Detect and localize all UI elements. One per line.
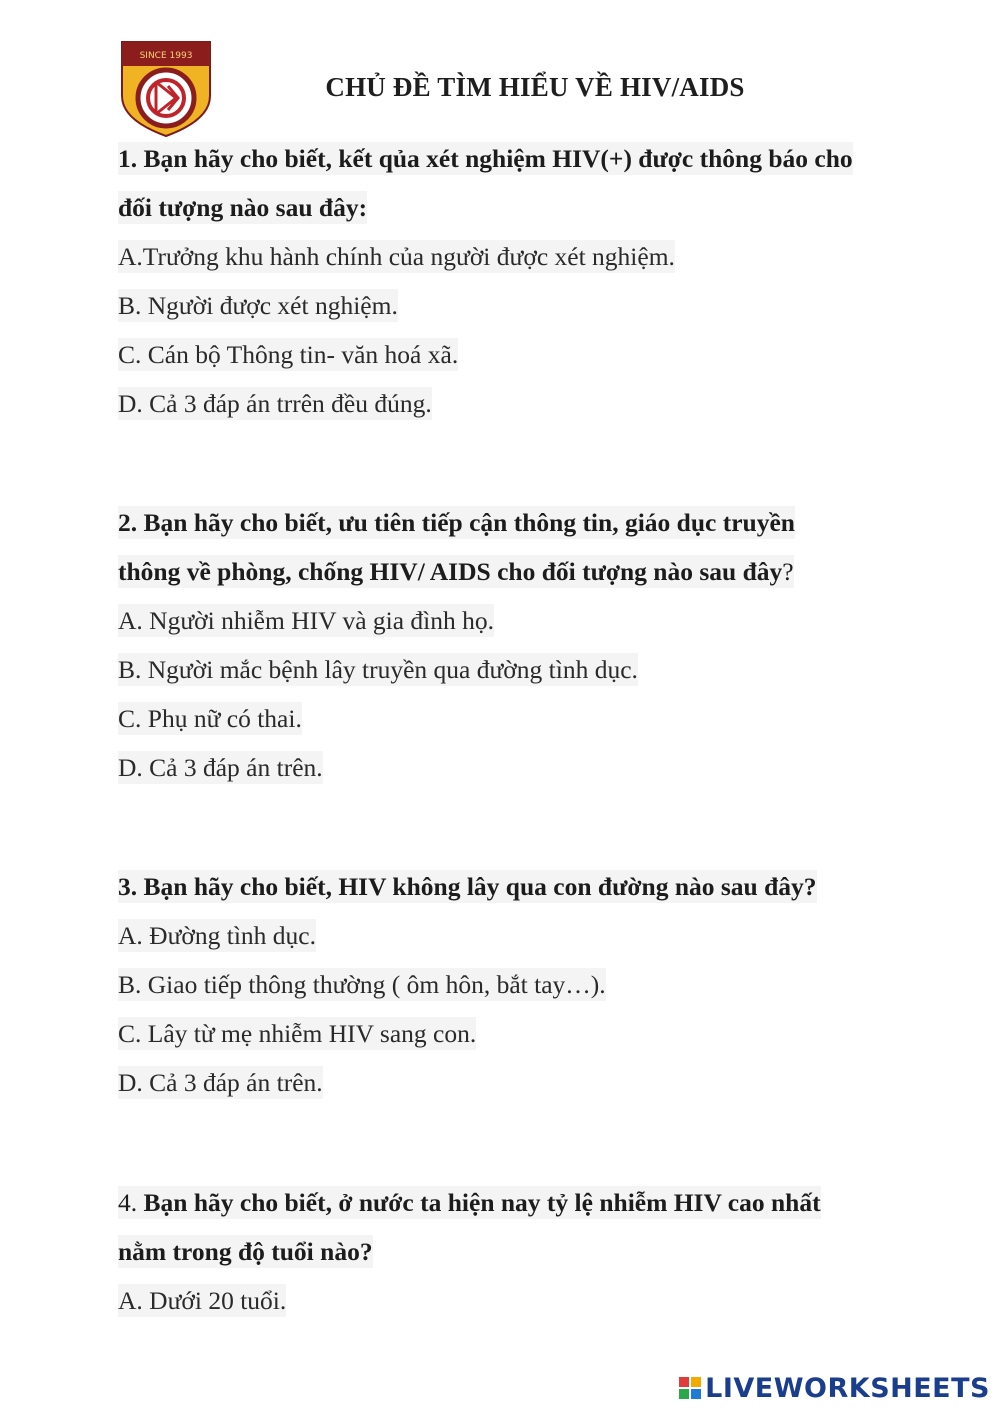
question-1-option-a[interactable]: A.Trưởng khu hành chính của người được xét nghiệm. (118, 242, 675, 271)
question-4-stem-line-2: nằm trong độ tuổi nào? (118, 1237, 373, 1266)
question-2-stem-line-2: thông về phòng, chống HIV/ AIDS cho đối tượng nào sau đây (118, 557, 783, 586)
question-1-stem-line-1: 1. Bạn hãy cho biết, kết qủa xét nghiệm HIV(+) được thông báo cho (118, 144, 853, 173)
question-3-option-c[interactable]: C. Lây từ mẹ nhiễm HIV sang con. (118, 1019, 477, 1048)
question-1-option-c[interactable]: C. Cán bộ Thông tin- văn hoá xã. (118, 340, 459, 369)
liveworksheets-brand: LIVEWORKSHEETS (705, 1372, 990, 1404)
question-2-option-a[interactable]: A. Người nhiễm HIV và gia đình họ. (118, 606, 495, 635)
question-3-option-d[interactable]: D. Cả 3 đáp án trên. (118, 1068, 323, 1097)
question-4-option-a[interactable]: A. Dưới 20 tuổi. (118, 1286, 287, 1315)
question-3-option-a[interactable]: A. Đường tình dục. (118, 921, 316, 950)
question-3-stem-line-1: 3. Bạn hãy cho biết, HIV không lây qua con đường nào sau đây? (118, 872, 817, 901)
liveworksheets-logo-icon (679, 1377, 701, 1399)
question-2-option-d[interactable]: D. Cả 3 đáp án trên. (118, 753, 323, 782)
question-1-option-b[interactable]: B. Người được xét nghiệm. (118, 291, 398, 320)
question-4 (118, 1178, 958, 1325)
question-1-stem-line-2: đối tượng nào sau đây: (118, 193, 368, 222)
logo-text: SINCE 1993 (139, 51, 193, 61)
question-2-option-b[interactable]: B. Người mắc bệnh lây truyền qua đường tình dục. (118, 655, 638, 684)
question-1-option-d[interactable]: D. Cả 3 đáp án trrên đều đúng. (118, 389, 432, 418)
liveworksheets-watermark (679, 1371, 990, 1405)
question-2-stem-tail: ? (782, 557, 794, 586)
page-title: CHỦ ĐỀ TÌM HIỂU VỀ HIV/AIDS (325, 72, 745, 102)
question-4-number: 4. (118, 1188, 144, 1217)
question-3 (118, 862, 958, 1107)
question-1 (118, 134, 958, 428)
question-3-option-b[interactable]: B. Giao tiếp thông thường ( ôm hôn, bắt tay…). (118, 970, 606, 999)
question-2 (118, 498, 958, 792)
question-2-option-c[interactable]: C. Phụ nữ có thai. (118, 704, 302, 733)
question-2-stem-line-1: 2. Bạn hãy cho biết, ưu tiên tiếp cận thông tin, giáo dục truyền (118, 508, 795, 537)
question-4-stem-line-1: Bạn hãy cho biết, ở nước ta hiện nay tỷ lệ nhiễm HIV cao nhất (143, 1188, 821, 1217)
